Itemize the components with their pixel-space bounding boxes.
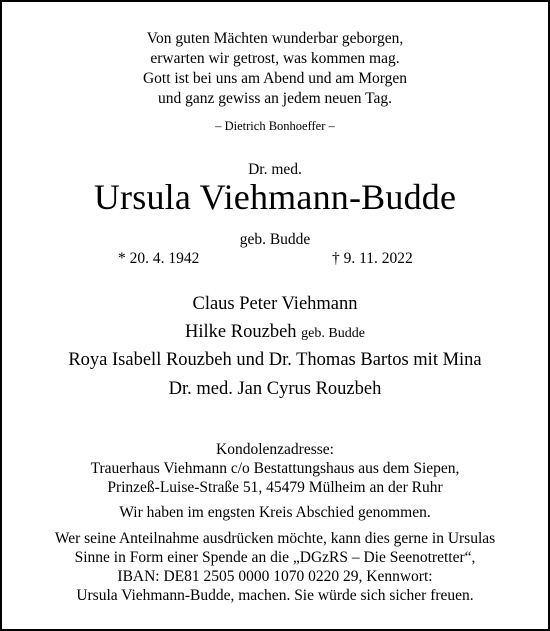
condolence-line-1: Trauerhaus Viehmann c/o Bestattungshaus aus dem Siepen, [90,460,460,477]
mourner-2-name: Hilke Rouzbeh [185,322,297,342]
poem-line-4: und ganz gewiss an jedem neuen Tag. [157,90,393,107]
donation-line-1: Wer seine Anteilnahme ausdrücken möchte, kann dies gerne in Ursulas [54,530,496,547]
poem-line-3: Gott ist bei uns am Abend und am Morgen [142,70,408,87]
mourner-1: Claus Peter Viehmann [192,294,358,314]
deceased-title: Dr. med. [248,161,302,178]
mourner-2 [2,322,548,343]
deceased-name: Ursula Viehmann-Budde [93,177,457,217]
poem-author: – Dietrich Bonhoeffer – [215,119,335,133]
poem-line-2: erwarten wir getrost, was kommen mag. [150,50,400,67]
life-dates [2,250,548,270]
donation-line-4: Ursula Viehmann-Budde, machen. Sie würde sich sicher freuen. [76,587,474,604]
condolence-heading: Kondolenzadresse: [216,441,334,458]
birth-name: geb. Budde [239,231,311,248]
donation-line-2: Sinne in Form einer Spende an die „DGzRS – Die Seenotretter“, [74,549,476,566]
mourner-4: Dr. med. Jan Cyrus Rouzbeh [168,379,382,399]
birth-date: * 20. 4. 1942 [118,250,200,267]
poem-line-1: Von guten Mächten wunderbar geborgen, [146,30,404,47]
death-date: † 9. 11. 2022 [332,250,413,267]
condolence-line-2: Prinzeß-Luise-Straße 51, 45479 Mülheim an der Ruhr [107,479,443,496]
mourner-2-note: geb. Budde [301,326,365,341]
farewell-note: Wir haben im engsten Kreis Abschied genommen. [119,504,431,521]
donation-line-3: IBAN: DE81 2505 0000 1070 0220 29, Kennwort: [117,568,433,585]
mourner-3: Roya Isabell Rouzbeh und Dr. Thomas Bartos mit Mina [68,350,482,370]
